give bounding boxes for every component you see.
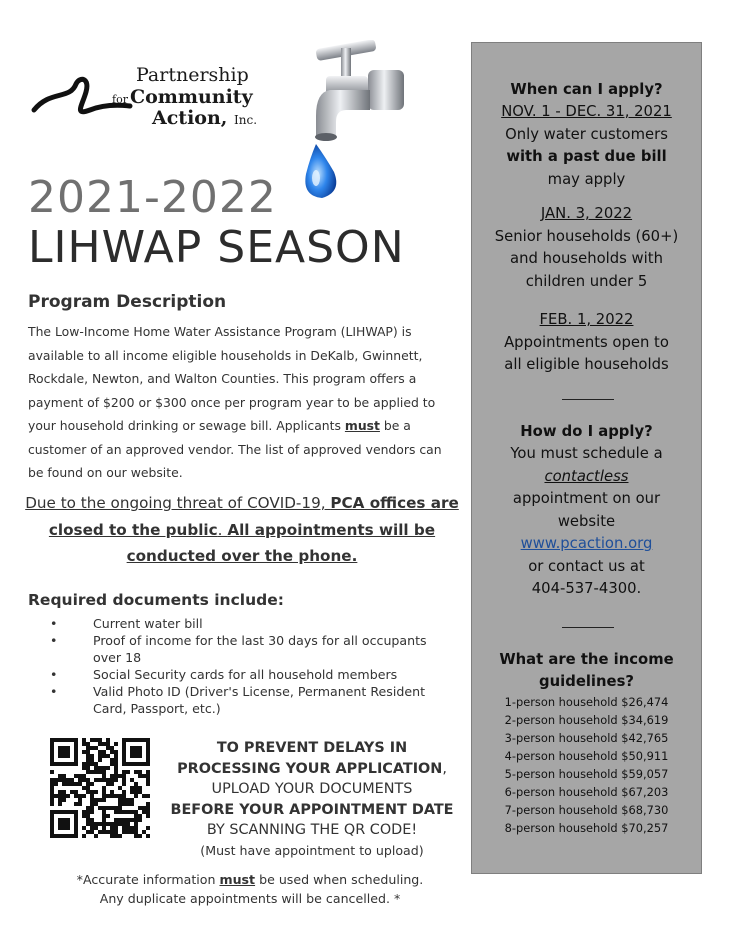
list-item: • Social Security cards for all household members — [50, 666, 450, 683]
list-item: 7-person household $68,730 — [504, 803, 669, 817]
pca-logo — [30, 62, 280, 134]
income-section: What are the income guidelines? 1-person household $26,474 2-person household $34,619 3-person household $42,765 4-person household $50,911 5-person household $59,057 6-person household $67,203 7-person household $68,730 8-person household $70,257 — [472, 649, 701, 837]
logo-line-partnership: Partnership — [136, 64, 249, 86]
required-docs-heading: Required documents include: — [28, 591, 284, 609]
season-title: LIHWAP SEASON — [28, 222, 405, 273]
how-section: How do I apply? You must schedule a contactless appointment on our website www.pcaction.org or contact us at 404-537-4300. — [472, 421, 701, 601]
logo-line-community: for Community — [112, 86, 253, 108]
divider — [562, 627, 614, 628]
upload-notice: TO PREVENT DELAYS IN PROCESSING YOUR APPLICATION, UPLOAD YOUR DOCUMENTS BEFORE YOUR APPOINTMENT DATE BY SCANNING THE QR CODE! (Must have appointment to upload) — [170, 740, 454, 858]
date-nov: NOV. 1 - DEC. 31, 2021 — [501, 103, 672, 120]
jan-section: JAN. 3, 2022 Senior households (60+) and households with children under 5 — [494, 205, 679, 290]
when-heading: When can I apply? — [510, 81, 663, 98]
list-item: 3-person household $42,765 — [504, 731, 669, 745]
faucet-icon — [286, 40, 416, 205]
how-heading: How do I apply? — [520, 423, 653, 440]
date-jan: JAN. 3, 2022 — [540, 205, 633, 222]
list-item: • Proof of income for the last 30 days for all occupants over 18 — [50, 632, 450, 666]
feb-section: FEB. 1, 2022 Appointments open to all eligible households — [504, 311, 669, 373]
phone-number[interactable]: 404-537-4300. — [531, 580, 642, 597]
covid-notice: Due to the ongoing threat of COVID-19, PCA offices are closed to the public. All appointments will be conducted over the phone. — [25, 494, 459, 565]
required-docs-list — [50, 615, 450, 717]
income-list — [472, 693, 701, 837]
when-section: When can I apply? NOV. 1 - DEC. 31, 2021 Only water customers with a past due bill may apply — [472, 79, 701, 191]
list-item: 4-person household $50,911 — [504, 749, 669, 763]
list-item: 8-person household $70,257 — [504, 821, 669, 835]
program-description: The Low-Income Home Water Assistance Program (LIHWAP) is available to all income eligible households in DeKalb, Gwinnett, Rockdale, Newton, and Walton Counties. This program offers a payment of $200 or $300 once per program year to be applied to your household drinking or sewage bill. Applicants must be a customer of an approved vendor. The list of approved vendors can be found on our website. — [28, 324, 442, 480]
list-item: 5-person household $59,057 — [504, 767, 669, 781]
footnote: *Accurate information must be used when scheduling. Any duplicate appointments will be cancelled. * — [76, 872, 424, 906]
website-link[interactable]: www.pcaction.org — [520, 535, 653, 552]
list-item: 1-person household $26,474 — [504, 695, 669, 709]
info-sidebar — [471, 42, 702, 874]
logo-line-action: Action, Inc. — [152, 107, 258, 129]
list-item: 6-person household $67,203 — [504, 785, 669, 799]
must-emphasis: must — [344, 418, 380, 433]
qr-code[interactable] — [50, 738, 150, 838]
list-item: • Current water bill — [50, 615, 450, 632]
date-feb: FEB. 1, 2022 — [539, 311, 634, 328]
divider — [562, 399, 614, 400]
program-heading: Program Description — [28, 292, 227, 312]
list-item: 2-person household $34,619 — [504, 713, 669, 727]
list-item: • Valid Photo ID (Driver's License, Permanent Resident Card, Passport, etc.) — [50, 683, 450, 717]
season-year: 2021-2022 — [28, 172, 277, 223]
income-heading: What are the income — [499, 651, 674, 668]
